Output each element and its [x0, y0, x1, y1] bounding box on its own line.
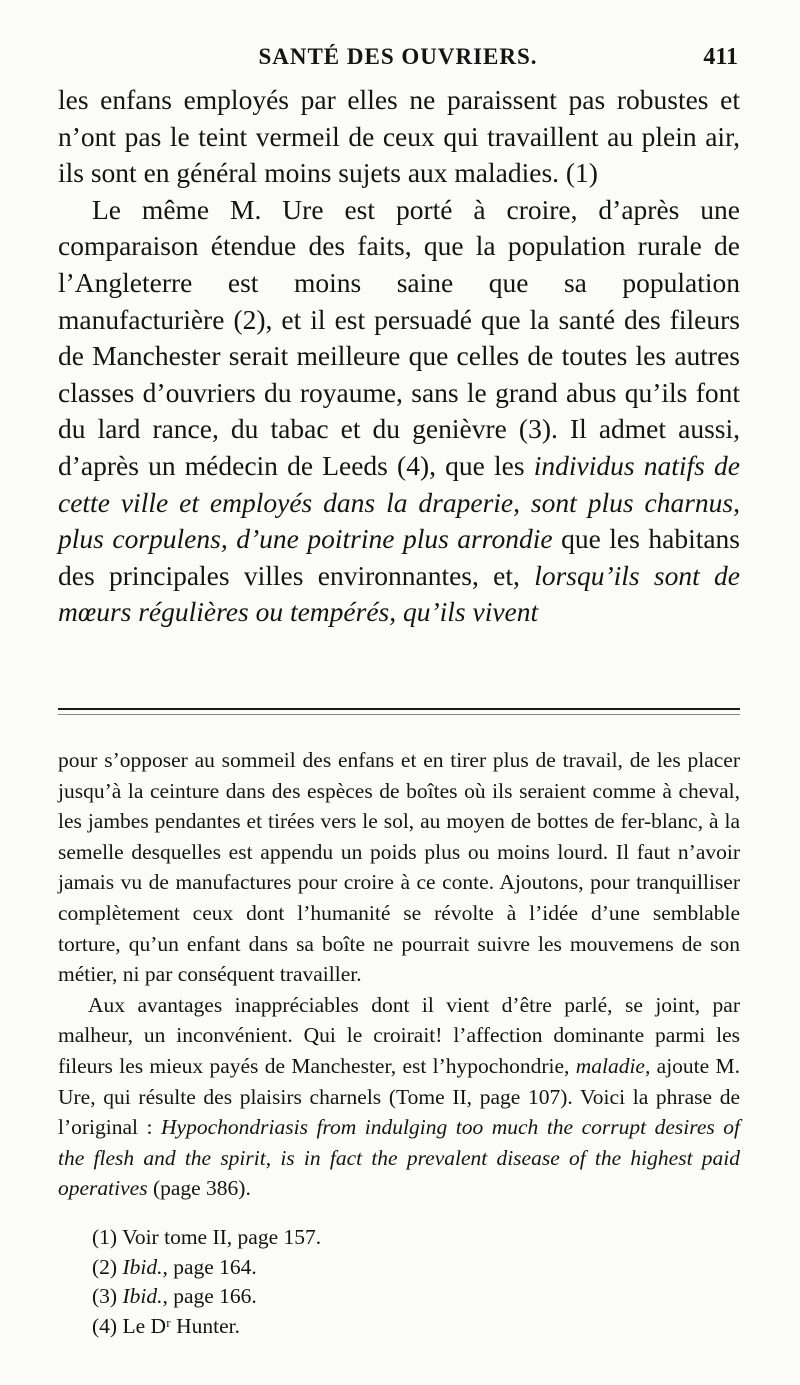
- reference-number: (3): [92, 1284, 118, 1308]
- reference-number: (2): [92, 1254, 118, 1279]
- footnote-text-a: Aux avantages inappréciables dont il vient d’être parlé, se joint, par malheur, un inconvénient. Qui le croirait! l’affection dominante parmi les fileurs les mieux payés de Manchester, est l’hypochondrie,: [58, 992, 740, 1078]
- reference-text: Le Dʳ Hunter.: [122, 1313, 240, 1338]
- reference-item: [92, 1312, 732, 1342]
- footnotes: [58, 745, 740, 1204]
- footnote-divider: [58, 708, 740, 710]
- reference-italic: Ibid.: [122, 1254, 163, 1279]
- footnote-quote: Hypochondriasis from indulging too much the corrupt desires of the flesh and the spirit, is in fact the prevalent disease of the highest paid operatives: [58, 1115, 740, 1201]
- footnote-text-b: ajoute M. Ure, qui résulte des plaisirs charnels (Tome II, page 107). Voici la phrase de l’original :: [58, 1053, 740, 1140]
- main-paragraph-1: les enfans employés par elles ne paraissent pas robustes et n’ont pas le teint vermeil de ceux qui travaillent au plein air, ils sont en général moins sujets aux maladies. (1): [58, 84, 740, 189]
- main-paragraph-2-text-a: Le même M. Ure est porté à croire, d’après une comparaison étendue des faits, que la population rurale de l’Angleterre est moins saine que sa population manufacturière (2), et il est persuadé que la santé des fileurs de Manchester serait meilleure que celles de toutes les autres classes d’ouvriers du royaume, sans le grand abus qu’ils font du lard rance, du tabac et du genièvre (3). Il admet aussi, d’après un médecin de Leeds (4), que les: [58, 193, 740, 481]
- main-paragraph-2-italic-a: individus natifs de cette ville et employés dans la draperie, sont plus charnus, plus corpulens, d’une poitrine plus arrondie: [58, 449, 740, 555]
- reference-text: , page 166.: [162, 1284, 257, 1308]
- reference-number: (4): [92, 1313, 118, 1338]
- reference-item: [92, 1282, 732, 1312]
- page-header: [58, 44, 738, 78]
- running-title: SANTÉ DES OUVRIERS.: [258, 44, 538, 69]
- footnote-paragraph: [58, 990, 740, 1204]
- reference-italic: Ibid.: [122, 1284, 163, 1308]
- reference-item: [92, 1253, 732, 1283]
- reference-list: [92, 1223, 732, 1341]
- page-number: 411: [703, 44, 738, 70]
- main-paragraph-2: [58, 192, 740, 631]
- reference-item: [92, 1223, 732, 1253]
- reference-text: Voir tome II, page 157.: [122, 1225, 322, 1249]
- footnote-divider-thin: [58, 714, 740, 715]
- reference-number: (1): [92, 1225, 118, 1249]
- footnote-text-c: (page 386).: [147, 1176, 251, 1201]
- main-paragraph-2-text-b: que les habitans des principales villes environnantes, et,: [58, 523, 741, 591]
- reference-text: , page 164.: [162, 1254, 257, 1279]
- main-paragraph-2-italic-b: lorsqu’ils sont de mœurs régulières ou tempérés, qu’ils vivent: [58, 559, 740, 628]
- footnote-italic-a: maladie,: [575, 1053, 651, 1078]
- footnote-continuation: pour s’opposer au sommeil des enfans et en tirer plus de travail, de les placer jusqu’à la ceinture dans des espèces de boîtes où ils seraient comme à cheval, les jambes pendantes et tirées vers le sol, au moyen de bottes de fer-blanc, à la semelle desquelles est appendu un poids plus ou moins lourd. Il faut n’avoir jamais vu de manufactures pour croire à ce conte. Ajoutons, pour tranquilliser complètement ceux dont l’humanité se révolte à l’idée d’une semblable torture, qu’un enfant dans sa boîte ne pourrait suivre les mouvemens de son métier, ni par conséquent travailler.: [58, 748, 740, 987]
- main-text: [58, 82, 740, 631]
